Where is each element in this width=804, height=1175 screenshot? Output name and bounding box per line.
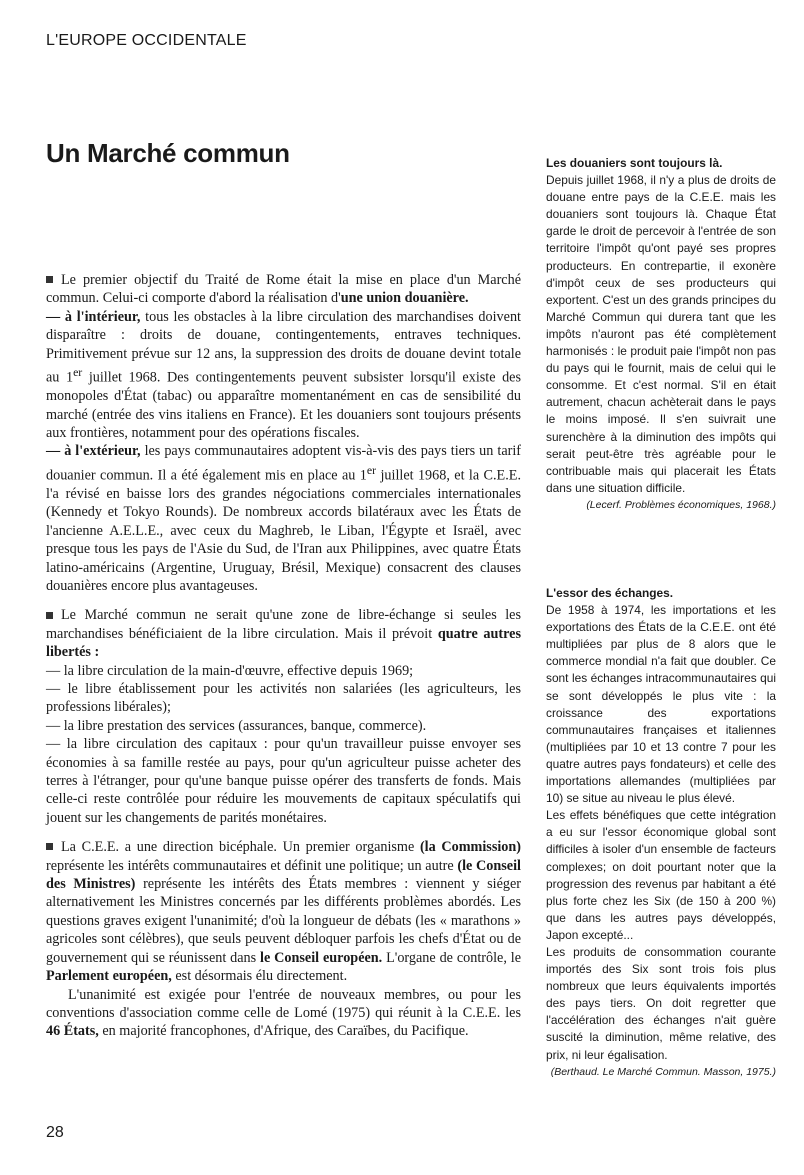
paragraph-exterior: — à l'extérieur, les pays communautaires adoptent vis-à-vis des pays tiers un tarif douanier commun. Il a été également mis en place au 1er juillet 1968, et la C.E.E. l'a révisé en baisse lors des grandes négociations commerciales internationales (Kennedy et Tokyo Rounds). De nombreux accords bilatéraux avec les États de l'ancienne A.E.L.E., avec ceux du Maghreb, le Liban, l'Égypte et Israël, avec presque tous les pays de l'Asie du Sud, de l'Iran aux Philippines, avec quatre États latino-américains (Argentine, Uruguay, Brésil, Mexique) consacrent des clauses douanières encore plus avantageuses. bbox=[46, 443, 522, 594]
list-item: — la libre circulation de la main-d'œuvre, effective depuis 1969; bbox=[46, 662, 414, 679]
sidebar-source: (Lecerf. Problèmes économiques, 1968.) bbox=[586, 498, 776, 511]
paragraph-intro: Le premier objectif du Traité de Rome était la mise en place d'un Marché commun. Celui-ci comporte d'abord la réalisation d'une union douanière. bbox=[46, 272, 521, 307]
paragraph-interior: — à l'intérieur, tous les obstacles à la libre circulation des marchandises doivent disparaître : droits de douane, contingentements, entraves techniques. Primitivement prévue sur 12 ans, la suppression des droits de douane devint totale au 1er juillet 1968. Des contingentements peuvent subsister lorsqu'il existe des monopoles d'État (tabac) ou apparaître momentanément en cas de sensibilité du marché (entrée des vins italiens en France). Et les douaniers sont toujours présents aux frontières, notamment pour des opérations fiscales. bbox=[46, 308, 521, 441]
list-item: — la libre prestation des services (assurances, banque, commerce). bbox=[46, 717, 427, 734]
paragraph-unanimity: L'unanimité est exigée pour l'entrée de nouveaux membres, ou pour les conventions d'association comme celle de Lomé (1975) qui réunit à la C.E.E. les 46 États, en majorité francophones, d'Afrique, des Caraïbes, du Pacifique. bbox=[46, 986, 521, 1040]
list-item: — la libre circulation des capitaux : pour qu'un travailleur puisse envoyer ses économies à sa famille restée au pays, pour qu'un agriculteur puisse acheter des terres à l'étranger, pour qu'une banque puisse opérer des transferts de fonds. Mais celle-ci reste contrôlée pour réduire les mouvements de capitaux spéculatifs qui jouent sur les changements de parités monétaires. bbox=[46, 736, 521, 826]
sidebar-trade bbox=[546, 585, 776, 1079]
square-bullet-icon bbox=[46, 276, 53, 283]
page-number: 28 bbox=[46, 1124, 64, 1141]
sidebar-source: (Berthaud. Le Marché Commun. Masson, 1975.) bbox=[550, 1065, 776, 1078]
sidebar-body: Les effets bénéfiques que cette intégration a eu sur l'essor économique global sont difficiles à isoler d'un ensemble de facteurs complexes; on doit pourtant noter que la progression des revenus par habitant a été plus forte chez les Six (de 150 à 200 %) que dans les autres pays développés, Japon excepté... bbox=[546, 808, 776, 942]
page-title: Un Marché commun bbox=[46, 138, 290, 168]
square-bullet-icon bbox=[46, 843, 53, 850]
sidebar-heading: Les douaniers sont toujours là. bbox=[546, 156, 723, 170]
running-head: L'EUROPE OCCIDENTALE bbox=[46, 32, 247, 49]
sidebar-body: Depuis juillet 1968, il n'y a plus de droits de douane entre pays de la C.E.E. mais les douaniers sont toujours là. Chaque État garde le droit de percevoir à l'entrée de son territoire l'impôt qu'ont payé ses propres producteurs. En contrepartie, il exonère d'impôt ceux de ses producteurs qui exportent. C'est un des grands principes du Marché Commun qui durera tant que les impôts n'auront pas été complètement harmonisés : le produit paie l'impôt non pas du pays qui le fournit, mais de celui qui le consomme. Et c'est normal. S'il en était autrement, chacun achèterait dans le pays le moins imposé. Il s'en suivrait une surenchère à la diminution des impôts qui serait peut-être très agréable pour le contribuable mais qui placerait les États dans une situation difficile. bbox=[546, 173, 776, 495]
list-item: — le libre établissement pour les activités non salariées (les agriculteurs, les professions libérales); bbox=[46, 681, 521, 716]
paragraph-freedoms: Le Marché commun ne serait qu'une zone de libre-échange si seules les marchandises bénéficiaient de la libre circulation. Mais il prévoit quatre autres libertés : bbox=[46, 607, 521, 661]
main-column bbox=[46, 271, 521, 1041]
sidebar-body: Les produits de consommation courante importés des Six sont trois fois plus nombreux que leurs équivalents importés des pays tiers. On doit regretter que l'accélération des échanges n'ait guère suscité la diminution, même relative, des prix, ni leur égalisation. bbox=[546, 944, 776, 1062]
sidebar-heading: L'essor des échanges. bbox=[546, 586, 674, 600]
square-bullet-icon bbox=[46, 612, 53, 619]
paragraph-institutions: La C.E.E. a une direction bicéphale. Un premier organisme (la Commission) représente les intérêts communautaires et définit une politique; un autre (le Conseil des Ministres) représente les intérêts des États membres : viennent y siéger alternativement les Ministres concernés par les différents problèmes abordés. Les questions graves exigent l'unanimité; d'où la longueur de débats (les « marathons » agricoles sont célèbres), que seuls peuvent débloquer parfois les chefs d'État ou de gouvernement qui se réunissent dans le Conseil européen. L'organe de contrôle, le Parlement européen, est désormais élu directement. bbox=[46, 839, 522, 985]
sidebar-customs bbox=[546, 155, 776, 512]
sidebar-body: De 1958 à 1974, les importations et les exportations des États de la C.E.E. ont été multipliées par plus de 8 alors que le commerce mondial n'a fait que doubler. Ce sont les échanges intracommunautaires qui se sont développés le plus vite : la croissance des exportations communautaires françaises et italiennes (multipliées par 10 et 13 contre 7 pour les quatre autres pays fondateurs) et celle des importations allemandes (multipliées par 10) se situe au niveau le plus élevé. bbox=[546, 603, 776, 806]
